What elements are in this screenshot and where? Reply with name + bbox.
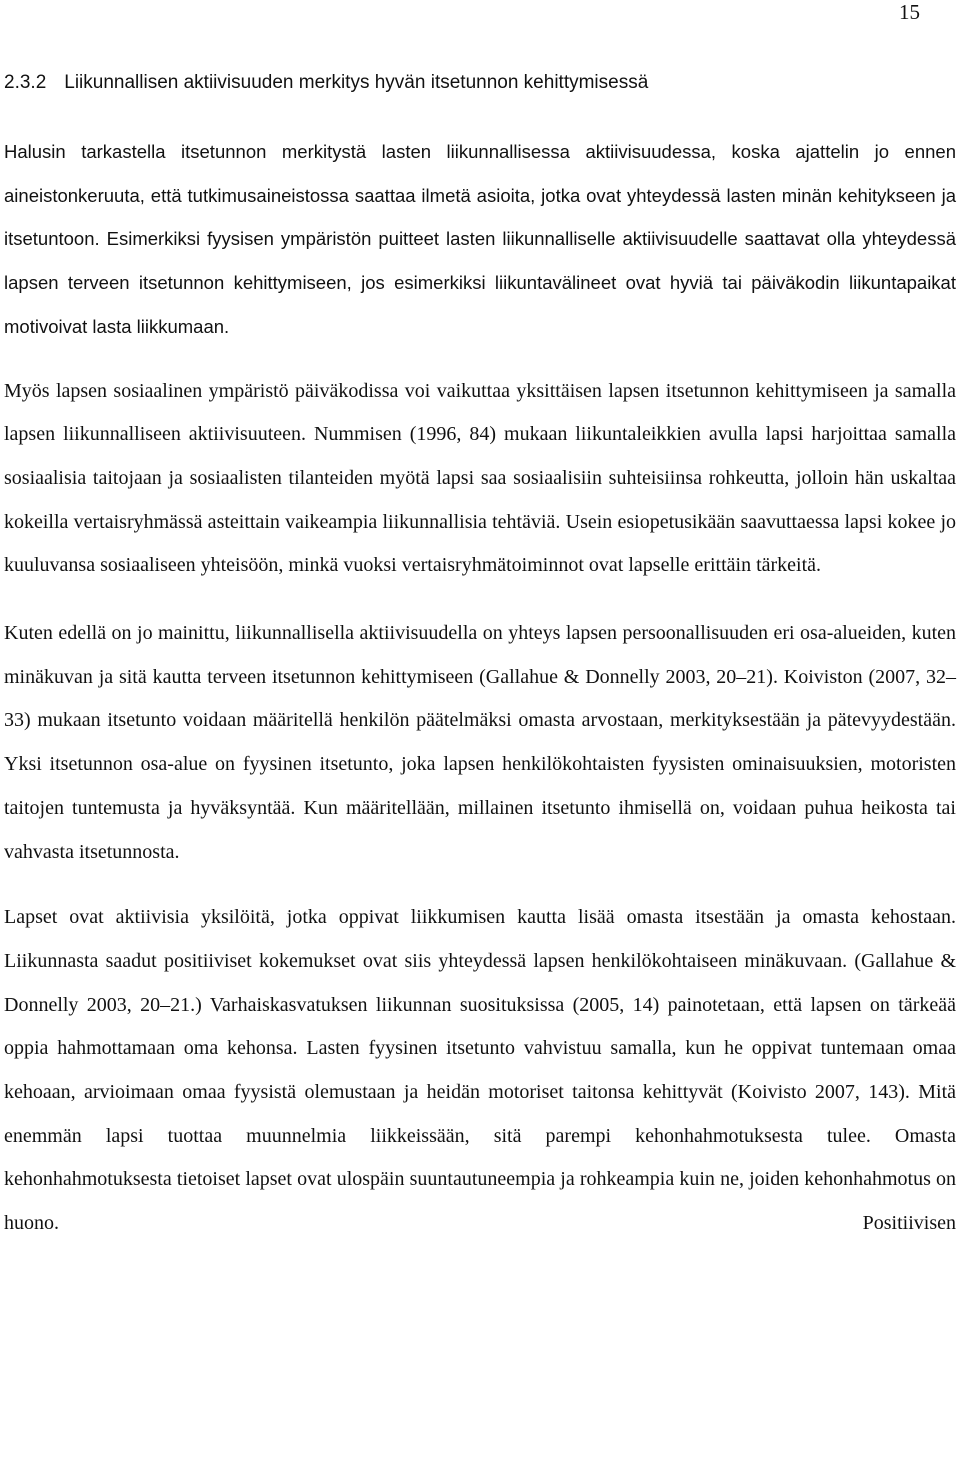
paragraph-2: Myös lapsen sosiaalinen ympäristö päiväkodissa voi vaikuttaa yksittäisen lapsen itsetunnon kehittymiseen ja samalla lapsen liikunnalliseen aktiivisuuteen. Nummisen (1996, 84) mukaan liikuntaleikkien avulla lapsi harjoittaa samalla sosiaalisia taitojaan ja sosiaalisten tilanteiden myötä lapsi saa sosiaalisiin suhteisiinsa rohkeutta, jolloin hän uskaltaa kokeilla vertaisryhmässä asteittain vaikeampia liikunnallisia tehtäviä. Usein esiopetusikään saavuttaessa lapsi kokee jo kuuluvansa sosiaaliseen yhteisöön, minkä vuoksi vertaisryhmätoiminnot ovat lapselle erittäin tärkeitä. — [4, 379, 956, 577]
paragraph-4: Lapset ovat aktiivisia yksilöitä, jotka oppivat liikkumisen kautta lisää omasta itsestään ja omasta kehostaan. Liikunnasta saadut positiiviset kokemukset ovat siis yhteydessä lapsen henkilökohtaiseen minäkuvaan. (Gallahue & Donnelly 2003, 20–21.) Varhaiskasvatuksen liikunnan suosituksissa (2005, 14) painotetaan, että lapsen on tärkeää oppia hahmottamaan oma kehonsa. Lasten fyysinen itsetunto vahvistuu samalla, kun he oppivat tuntemaan omaa kehoaan, arvioimaan omaa fyysistä olemustaan ja heidän motoriset taitonsa kehittyvät (Koivisto 2007, 143). Mitä enemmän lapsi tuottaa muunnelmia liikkeissään, sitä parempi kehonhahmotuksesta tulee. Omasta kehonhahmotuksesta tietoiset lapset ovat ulospäin suuntautuneempia ja rohkeampia kuin ne, joiden kehonhahmotus on huono. Positiivisen — [4, 906, 956, 1235]
body-text — [4, 130, 956, 1246]
paragraph-1: Halusin tarkastella itsetunnon merkitystä lasten liikunnallisessa aktiivisuudessa, koska ajattelin jo ennen aineistonkeruuta, että tutkimusaineistossa saattaa ilmetä asioita, jotka ovat yhteydessä lasten minän kehitykseen ja itsetuntoon. Esimerkiksi fyysisen ympäristön puitteet lasten liikunnalliselle aktiivisuudelle saattavat olla yhteydessä lapsen terveen itsetunnon kehittymiseen, jos esimerkiksi liikuntavälineet ovat hyviä tai päiväkodin liikuntapaikat motivoivat lasta liikkumaan. — [4, 141, 956, 337]
paragraph-3: Kuten edellä on jo mainittu, liikunnallisella aktiivisuudella on yhteys lapsen persoonallisuuden eri osa-alueiden, kuten minäkuvan ja sitä kautta terveen itsetunnon kehittymiseen (Gallahue & Donnelly 2003, 20–21). Koiviston (2007, 32–33) mukaan itsetunto voidaan määritellä henkilön päätelmäksi omasta arvostaan, merkityksestään ja pätevyydestään. Yksi itsetunnon osa-alue on fyysinen itsetunto, joka lapsen henkilökohtaisten fyysisten ominaisuuksien, motoristen taitojen tuntemusta ja hyväksyntää. Kun määritellään, millainen itsetunto ihmisellä on, voidaan puhua heikosta tai vahvasta itsetunnosta. — [4, 622, 956, 863]
section-number: 2.3.2 — [4, 72, 47, 93]
section-heading — [4, 70, 956, 96]
page-number: 15 — [899, 0, 920, 24]
section-title: Liikunnallisen aktiivisuuden merkitys hyvän itsetunnon kehittymisessä — [64, 72, 649, 93]
